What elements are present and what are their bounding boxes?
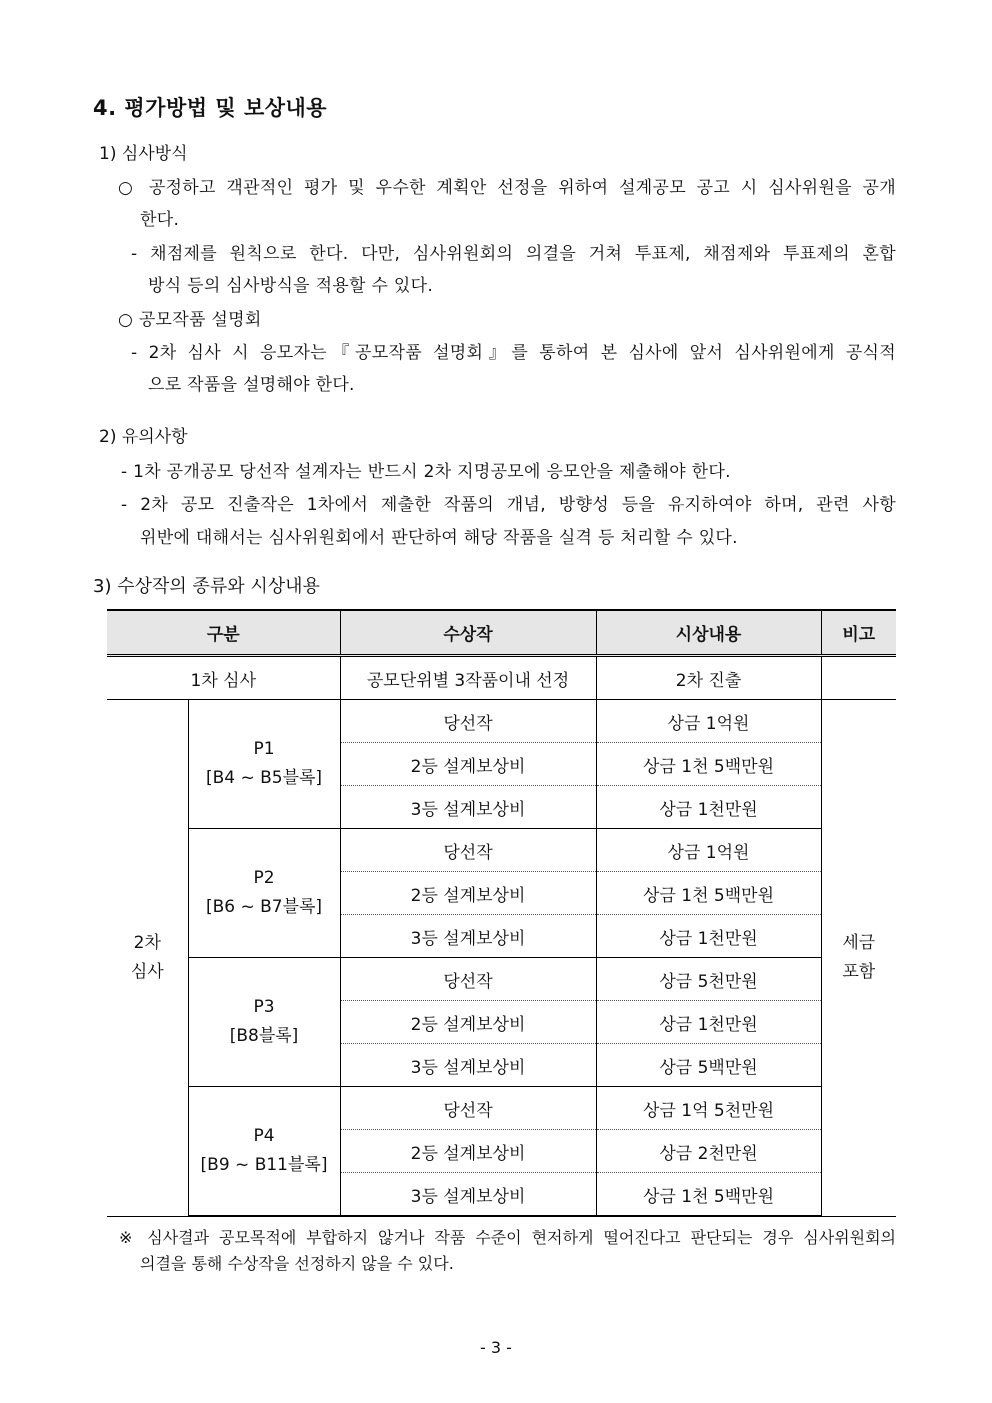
awards-table <box>107 609 896 1217</box>
dash-line: 으로 작품을 설명해야 한다. <box>148 375 355 395</box>
remark-line1: 세금 <box>842 932 876 953</box>
cell-prize: 상금 1억 5천만원 <box>596 1087 821 1130</box>
block-name: P4 <box>253 1126 275 1146</box>
cell-prize: 상금 1천만원 <box>596 786 821 829</box>
table-row-stage1 <box>107 656 896 700</box>
cell-award: 당선작 <box>340 958 596 1001</box>
dash-line: - 2차 공모 진출작은 1차에서 제출한 작품의 개념, 방향성 등을 유지하여야 하며, 관련 사항 <box>121 495 896 515</box>
table-row <box>107 1087 896 1130</box>
cell-prize: 상금 2천만원 <box>596 1130 821 1173</box>
block-range: [B9 ~ B11블록] <box>200 1155 328 1175</box>
block-name: P3 <box>253 997 275 1017</box>
page-number: - 3 - <box>480 1338 512 1357</box>
cell-prize: 상금 1천만원 <box>596 915 821 958</box>
cell-prize: 상금 1천 5백만원 <box>596 743 821 786</box>
block-range: [B8블록] <box>229 1026 299 1046</box>
block-name: P2 <box>253 868 275 888</box>
cell-prize: 상금 1억원 <box>596 829 821 872</box>
cell-award: 당선작 <box>340 1087 596 1130</box>
cell-award: 당선작 <box>340 700 596 743</box>
subsection-title-notes: 2) 유의사항 <box>99 427 188 447</box>
cell-prize: 상금 5천만원 <box>596 958 821 1001</box>
cell-prize: 상금 1천만원 <box>596 1001 821 1044</box>
cell-award: 3등 설계보상비 <box>340 1173 596 1217</box>
dash-line: - 1차 공개공모 당선작 설계자는 반드시 2차 지명공모에 응모안을 제출해야 한다. <box>121 462 731 482</box>
subsection-title-awards: 3) 수상작의 종류와 시상내용 <box>93 576 320 597</box>
cell-block-p3 <box>188 958 340 1087</box>
cell-block-p4 <box>188 1087 340 1217</box>
cell-stage1-note <box>821 656 896 700</box>
stage2-label-line1: 2차 <box>133 932 161 953</box>
cell-award: 당선작 <box>340 829 596 872</box>
table-row <box>107 829 896 872</box>
cell-stage2-label <box>107 700 188 1217</box>
header-note: 비고 <box>821 610 896 656</box>
footnote-line2: 의결을 통해 수상작을 선정하지 않을 수 있다. <box>140 1254 454 1273</box>
dash-line: 방식 등의 심사방식을 적용할 수 있다. <box>148 276 434 296</box>
cell-stage1-category: 1차 심사 <box>107 656 340 700</box>
bullet-line: ○ 공정하고 객관적인 평가 및 우수한 계획안 선정을 위하여 설계공모 공고 시 심사위원을 공개 <box>118 178 896 198</box>
cell-prize: 상금 5백만원 <box>596 1044 821 1087</box>
bullet-line: ○ 공모작품 설명회 <box>118 310 262 330</box>
cell-award: 2등 설계보상비 <box>340 743 596 786</box>
cell-stage1-award: 공모단위별 3작품이내 선정 <box>340 656 596 700</box>
dash-line: - 채점제를 원칙으로 한다. 다만, 심사위원회의 의결을 거쳐 투표제, 채점제와 투표제의 혼합 <box>131 244 896 264</box>
cell-block-p2 <box>188 829 340 958</box>
header-content: 시상내용 <box>596 610 821 656</box>
dash-line: - 2차 심사 시 응모자는『공모작품 설명회』를 통하여 본 심사에 앞서 심사위원에게 공식적 <box>131 343 896 363</box>
cell-award: 2등 설계보상비 <box>340 872 596 915</box>
cell-stage1-content: 2차 진출 <box>596 656 821 700</box>
cell-prize: 상금 1천 5백만원 <box>596 1173 821 1217</box>
block-range: [B6 ~ B7블록] <box>205 897 323 917</box>
bullet-line: 한다. <box>140 210 180 230</box>
cell-award: 2등 설계보상비 <box>340 1001 596 1044</box>
cell-award: 3등 설계보상비 <box>340 915 596 958</box>
cell-award: 3등 설계보상비 <box>340 786 596 829</box>
cell-prize: 상금 1억원 <box>596 700 821 743</box>
block-name: P1 <box>253 739 275 759</box>
cell-award: 2등 설계보상비 <box>340 1130 596 1173</box>
cell-block-p1 <box>188 700 340 829</box>
table-header-row <box>107 610 896 656</box>
header-category: 구분 <box>107 610 340 656</box>
table-row <box>107 958 896 1001</box>
block-range: [B4 ~ B5블록] <box>205 768 323 788</box>
table-row <box>107 700 896 743</box>
footnote-line1: ※ 심사결과 공모목적에 부합하지 않거나 작품 수준이 현저하게 떨어진다고 판단되는 경우 심사위원회의 <box>119 1228 896 1247</box>
subsection-title-review-method: 1) 심사방식 <box>99 144 188 164</box>
dash-line: 위반에 대해서는 심사위원회에서 판단하여 해당 작품을 실격 등 처리할 수 있다. <box>140 528 738 548</box>
cell-award: 3등 설계보상비 <box>340 1044 596 1087</box>
section-heading: 4. 평가방법 및 보상내용 <box>93 96 328 120</box>
cell-remark <box>821 700 896 1217</box>
header-award: 수상작 <box>340 610 596 656</box>
remark-line2: 포함 <box>842 961 876 982</box>
stage2-label-line2: 심사 <box>130 961 164 982</box>
cell-prize: 상금 1천 5백만원 <box>596 872 821 915</box>
